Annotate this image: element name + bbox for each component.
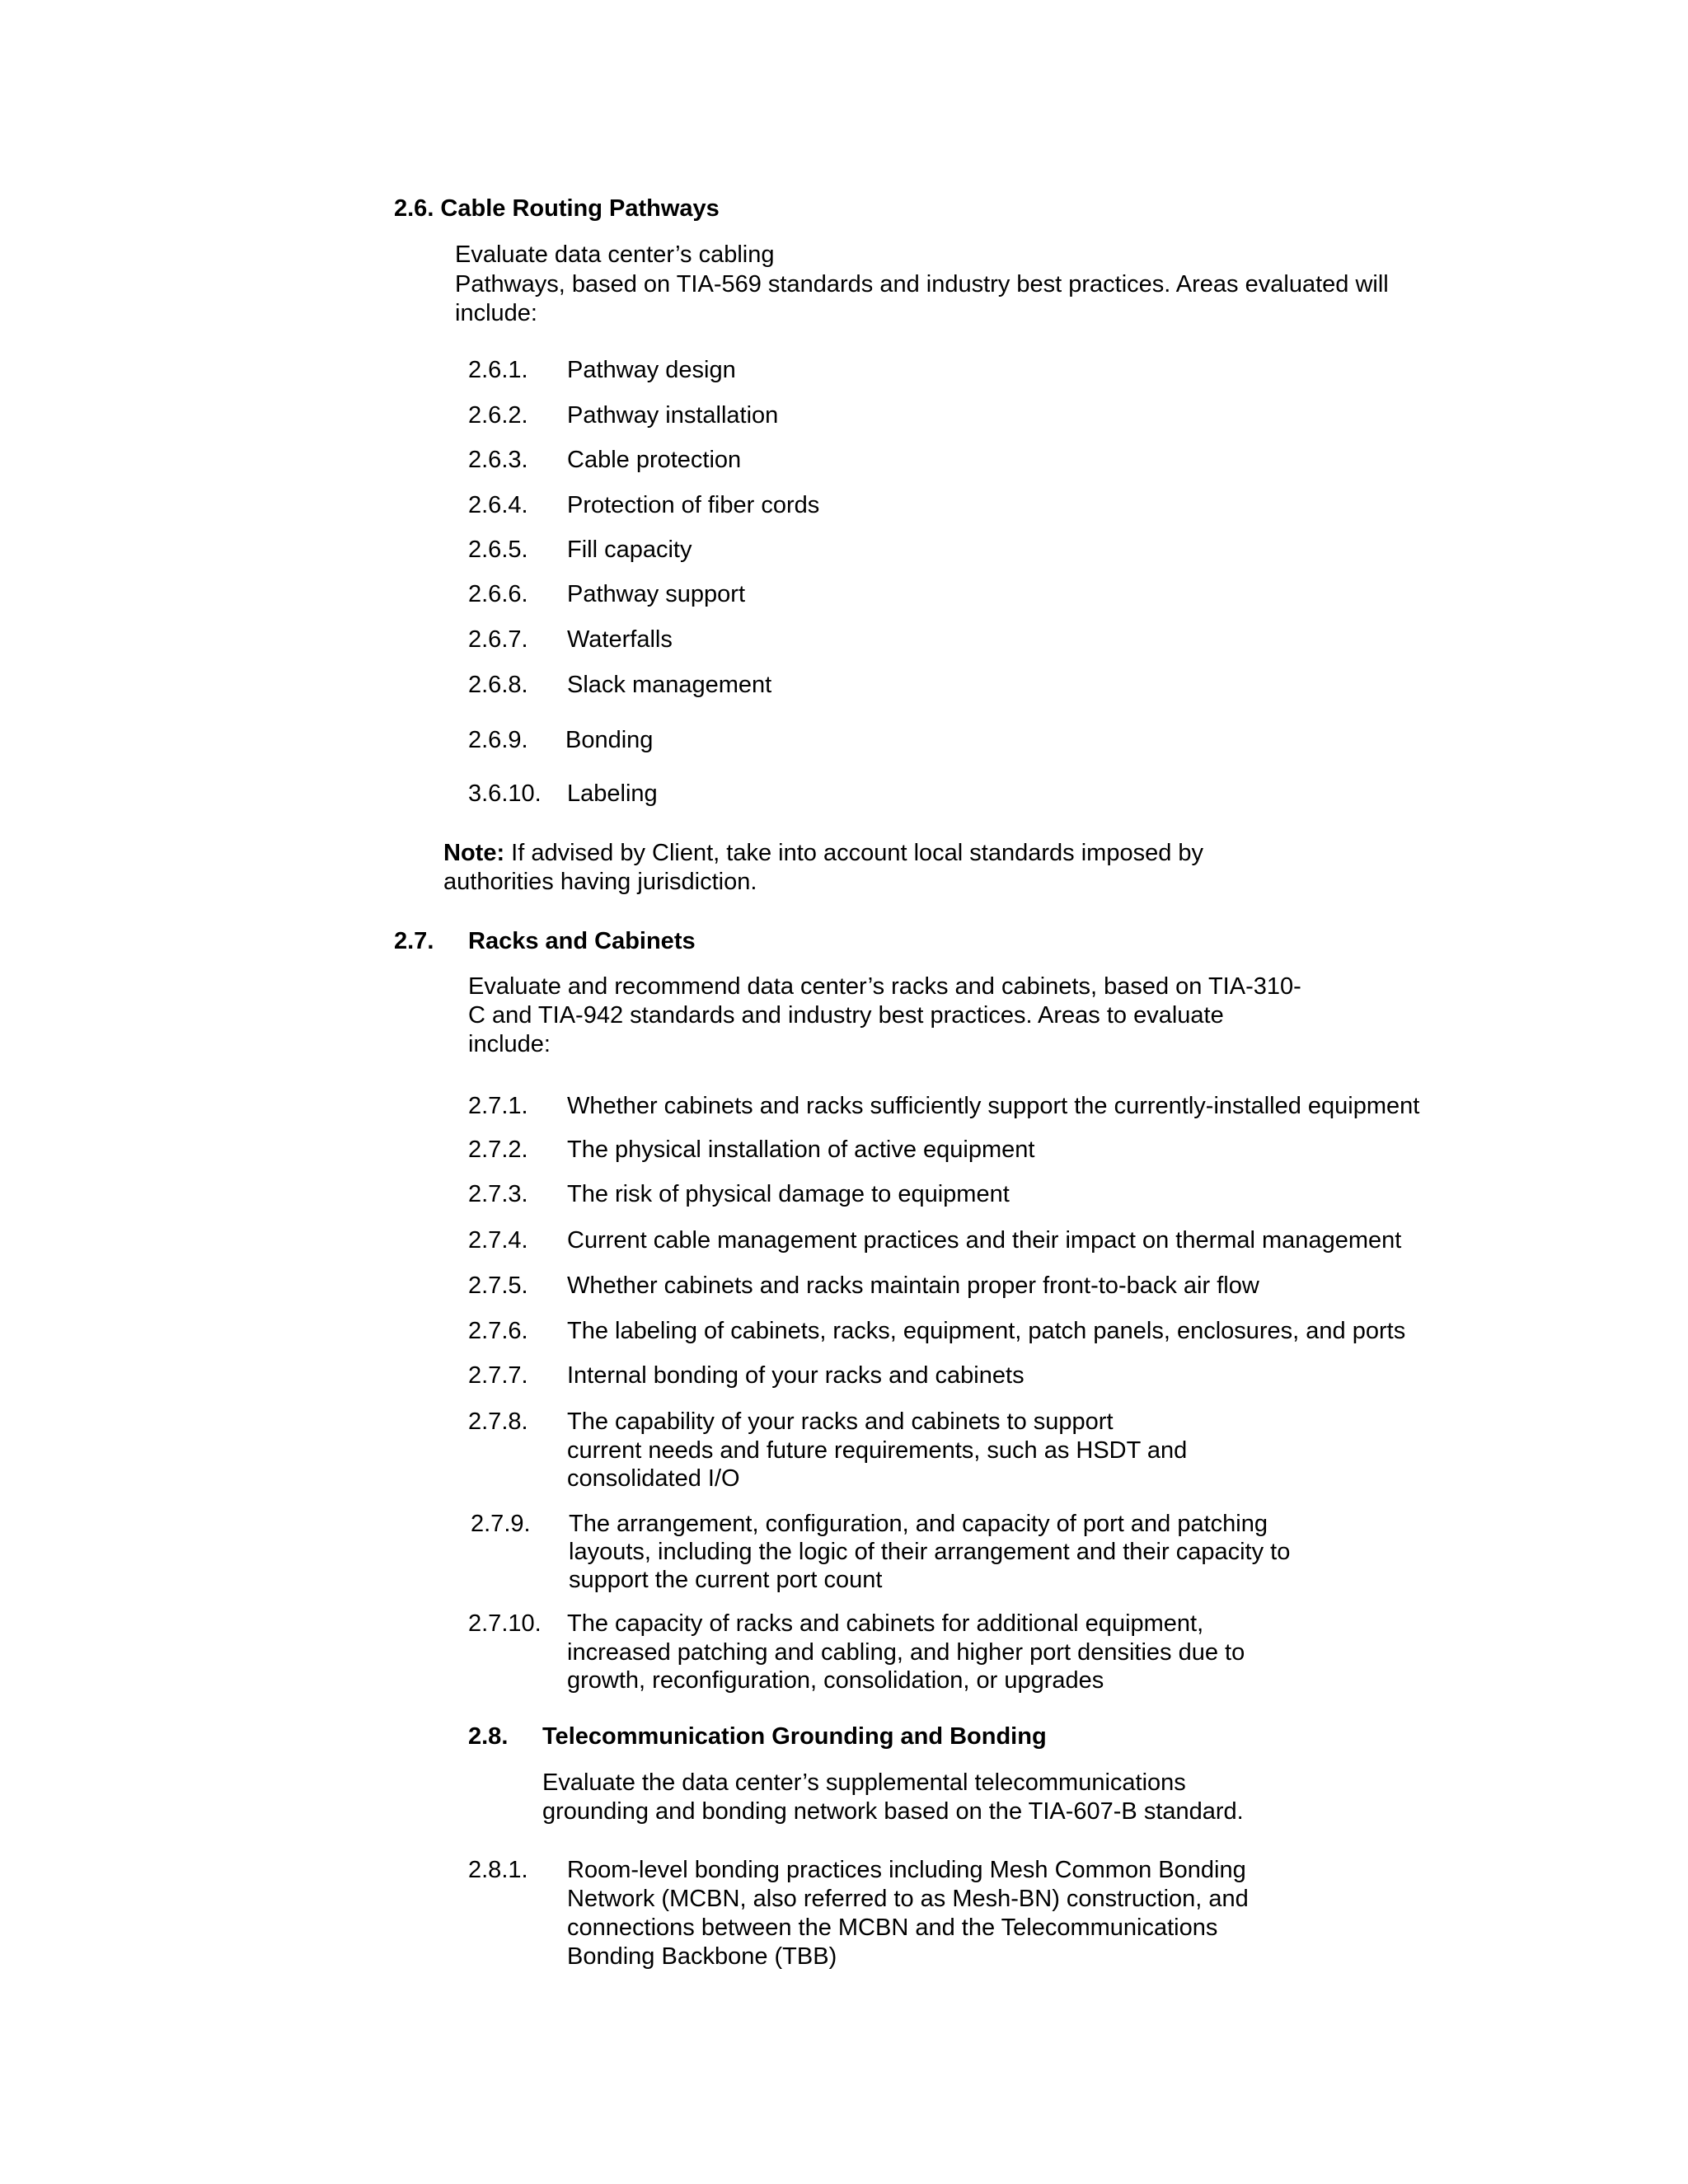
list-item-text-line: growth, reconfiguration, consolidation, or upgrades [567, 1667, 1104, 1694]
list-item-text-line: Bonding Backbone (TBB) [567, 1943, 837, 1970]
list-item-number: 2.8.1. [468, 1857, 528, 1883]
list-item-text-line: connections between the MCBN and the Telecommunications [567, 1915, 1218, 1941]
list-item-number: 2.6.9. [468, 727, 528, 753]
list-item-text-line: layouts, including the logic of their arrangement and their capacity to [569, 1539, 1291, 1565]
list-item-text: The risk of physical damage to equipment [567, 1181, 1010, 1207]
note-line [443, 839, 1203, 868]
list-item-text-line: The arrangement, configuration, and capacity of port and patching [569, 1511, 1268, 1537]
list-item-text: Slack management [567, 672, 772, 698]
list-item-text: Protection of fiber cords [567, 492, 820, 518]
list-item-text-line: Room-level bonding practices including Mesh Common Bonding [567, 1857, 1246, 1883]
section-2-6-intro-line: Pathways, based on TIA-569 standards and industry best practices. Areas evaluated will [455, 271, 1389, 298]
list-item-text: Whether cabinets and racks maintain proper front-to-back air flow [567, 1272, 1259, 1299]
section-2-7-intro-line: C and TIA-942 standards and industry best practices. Areas to evaluate [468, 1002, 1224, 1029]
note-text: If advised by Client, take into account local standards imposed by [504, 840, 1204, 866]
list-item-text: Pathway installation [567, 402, 779, 429]
section-title-2-7: Racks and Cabinets [468, 928, 696, 954]
list-item-number: 2.7.5. [468, 1272, 528, 1299]
list-item-text-line: support the current port count [569, 1567, 883, 1593]
list-item-number: 2.6.3. [468, 447, 528, 473]
section-title-2-8: Telecommunication Grounding and Bonding [542, 1723, 1047, 1750]
list-item-text-line: Network (MCBN, also referred to as Mesh-BN) construction, and [567, 1886, 1249, 1912]
list-item-text: The physical installation of active equipment [567, 1137, 1035, 1163]
section-2-8-intro-line: Evaluate the data center’s supplemental telecommunications [542, 1769, 1186, 1796]
list-item-text: Cable protection [567, 447, 742, 473]
list-item-text: The labeling of cabinets, racks, equipment, patch panels, enclosures, and ports [567, 1318, 1406, 1344]
list-item-number: 2.7.3. [468, 1181, 528, 1207]
list-item-number: 2.7.6. [468, 1318, 528, 1344]
list-item-text-line: current needs and future requirements, such as HSDT and [567, 1437, 1188, 1464]
list-item-text-line: The capacity of racks and cabinets for additional equipment, [567, 1610, 1204, 1637]
list-item-number: 2.7.1. [468, 1093, 528, 1119]
section-number-2-8: 2.8. [468, 1723, 509, 1750]
list-item-number: 2.6.8. [468, 672, 528, 698]
list-item-number: 2.6.6. [468, 581, 528, 607]
list-item-number: 3.6.10. [468, 780, 542, 807]
list-item-text: Fill capacity [567, 537, 692, 563]
list-item-text-line: The capability of your racks and cabinets to support [567, 1408, 1114, 1435]
note-label: Note: [443, 840, 505, 866]
section-heading-2-6: 2.6. Cable Routing Pathways [394, 195, 720, 222]
note-line: authorities having jurisdiction. [443, 869, 757, 895]
list-item-text: Internal bonding of your racks and cabinets [567, 1362, 1025, 1389]
list-item-number: 2.7.10. [468, 1610, 542, 1637]
list-item-number: 2.7.8. [468, 1408, 528, 1435]
list-item-number: 2.6.1. [468, 357, 528, 383]
list-item-number: 2.7.2. [468, 1137, 528, 1163]
list-item-number: 2.7.9. [471, 1511, 531, 1537]
list-item-text: Whether cabinets and racks sufficiently support the currently-installed equipment [567, 1093, 1420, 1119]
list-item-text: Bonding [565, 727, 654, 753]
section-2-6-intro-line: include: [455, 300, 537, 326]
list-item-number: 2.7.4. [468, 1227, 528, 1254]
list-item-text: Pathway support [567, 581, 746, 607]
section-2-6-intro-line: Evaluate data center’s cabling [455, 241, 775, 268]
list-item-text: Pathway design [567, 357, 736, 383]
section-2-7-intro-line: Evaluate and recommend data center’s racks and cabinets, based on TIA-310- [468, 973, 1301, 1000]
list-item-text: Waterfalls [567, 626, 673, 653]
list-item-number: 2.6.7. [468, 626, 528, 653]
section-2-8-intro-line: grounding and bonding network based on the TIA-607-B standard. [542, 1798, 1244, 1825]
list-item-text: Current cable management practices and their impact on thermal management [567, 1227, 1402, 1254]
list-item-number: 2.6.5. [468, 537, 528, 563]
list-item-number: 2.7.7. [468, 1362, 528, 1389]
list-item-number: 2.6.4. [468, 492, 528, 518]
list-item-text-line: increased patching and cabling, and higher port densities due to [567, 1639, 1245, 1666]
section-number-2-7: 2.7. [394, 928, 434, 954]
list-item-text-line: consolidated I/O [567, 1465, 740, 1492]
list-item-number: 2.6.2. [468, 402, 528, 429]
list-item-text: Labeling [567, 780, 658, 807]
section-2-7-intro-line: include: [468, 1031, 551, 1057]
